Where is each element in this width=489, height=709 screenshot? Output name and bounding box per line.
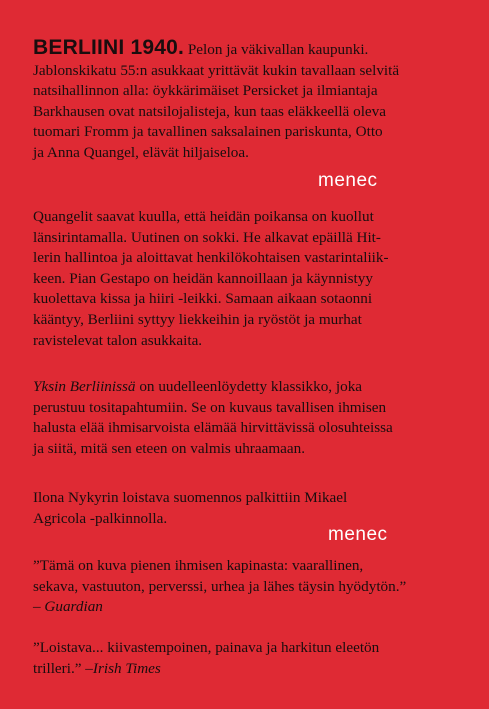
quote-last-line xyxy=(33,659,473,680)
classic-line-rest: on uudelleenlöydetty klassikko, joka xyxy=(135,378,363,395)
headline: BERLIINI 1940. xyxy=(33,36,185,59)
watermark-text: menec xyxy=(318,170,378,191)
intro-line: ja Anna Quangel, elävät hiljaiseloa. xyxy=(33,143,249,161)
intro-line: Barkhausen ovat natsilojalisteja, kun taas eläkkeellä oleva xyxy=(33,102,386,120)
quote-attribution xyxy=(33,597,473,618)
quote-source: Guardian xyxy=(44,598,103,616)
intro-lead: Pelon ja väkivallan kaupunki. xyxy=(184,41,369,58)
story-line: kääntyy, Berliini syttyy liekkeihin ja ryöstöt ja murhat xyxy=(33,310,362,328)
story-line: länsirintamalla. Uutinen on sokki. He alkavat epäillä Hit- xyxy=(33,228,381,246)
story-line: lerin hallintoa ja aloittavat henkilökohtaisen vastarintaliik- xyxy=(33,249,389,267)
story-line: kuolettava kissa ja hiiri -leikki. Samaan aikaan sotaonni xyxy=(33,290,373,308)
classic-paragraph xyxy=(33,377,473,459)
translation-line: Ilona Nykyrin loistava suomennos palkittiin Mikael xyxy=(33,489,348,506)
story-line: ravistelevat talon asukkaita. xyxy=(33,331,203,349)
intro-first-line xyxy=(33,38,473,61)
quote-line: ”Loistava... kiivastempoinen, painava ja harkitun eleetön xyxy=(33,639,380,656)
classic-first-line xyxy=(33,377,473,398)
attribution-dash: – xyxy=(33,598,45,616)
review-quote-irish-times xyxy=(33,638,473,679)
quote-line-text: trilleri.” xyxy=(33,659,86,677)
classic-line: perustuu tositapahtumiin. Se on kuvaus tavallisen ihmisen xyxy=(33,398,387,416)
story-paragraph xyxy=(33,207,473,351)
quote-line: sekava, vastuuton, perverssi, urhea ja lähes täysin hyödytön.” xyxy=(33,577,407,595)
book-title: Yksin Berliinissä xyxy=(33,378,136,395)
review-quote-guardian xyxy=(33,556,473,618)
intro-line: tuomari Fromm ja tavallinen saksalainen pariskunta, Otto xyxy=(33,123,383,141)
translation-line: Agricola -palkinnolla. xyxy=(33,509,168,527)
story-line: keen. Pian Gestapo on heidän kannoillaan ja käynnistyy xyxy=(33,269,373,287)
intro-paragraph xyxy=(33,38,473,164)
attribution-dash: – xyxy=(85,659,93,677)
quote-line: ”Tämä on kuva pienen ihmisen kapinasta: vaarallinen, xyxy=(33,557,364,574)
story-line: Quangelit saavat kuulla, että heidän poikansa on kuollut xyxy=(33,208,374,225)
quote-source: Irish Times xyxy=(92,659,161,677)
intro-line: natsihallinnon alla: öykkärimäiset Persicket ja ilmiantaja xyxy=(33,82,378,100)
intro-line: Jablonskikatu 55:n asukkaat yrittävät kukin tavallaan selvitä xyxy=(33,61,400,79)
translation-paragraph xyxy=(33,488,473,529)
classic-line: halusta elää ihmisarvoista elämää hirvittävissä olosuhteissa xyxy=(33,419,393,437)
classic-line: ja siitä, mitä sen eteen on valmis uhraamaan. xyxy=(33,439,306,457)
watermark-text: menec xyxy=(328,524,388,545)
